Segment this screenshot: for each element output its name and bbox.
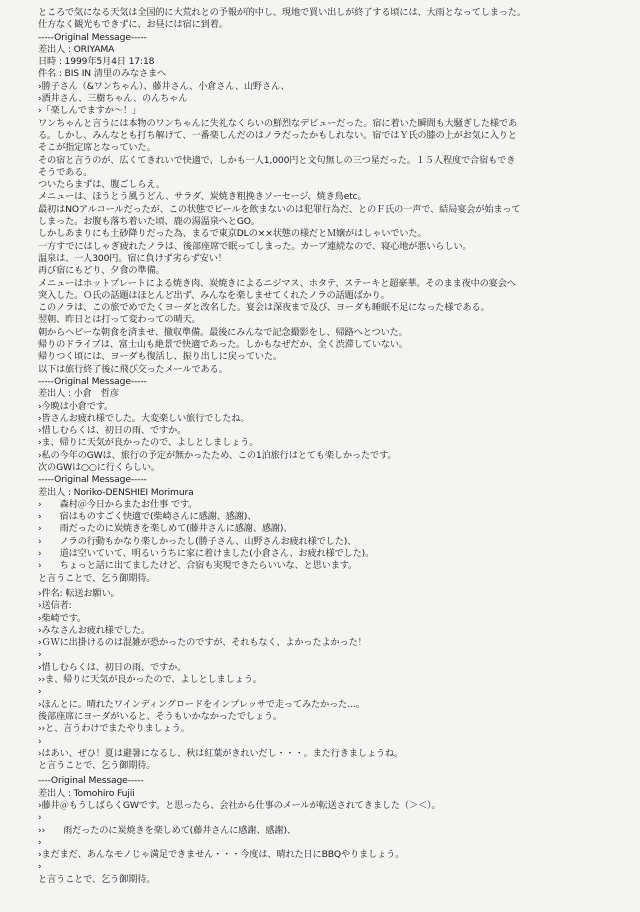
email-sender: 差出人 : Tomohiro Fujii [38,787,135,799]
quoted-line: ›ほんとに。晴れたワインディングロードをインプレッサで走ってみたかった…。 [38,698,366,710]
text-line: 温泉は、一人300円。宿に負けず劣らず安い！ [38,252,227,264]
quoted-line: ›柴崎です。 [38,612,86,624]
email-separator: -----Original Message----- [38,474,147,486]
text-line: と言うことで、乞う御期待。 [38,572,156,584]
quoted-line: › [38,861,42,873]
quoted-line: › [38,836,42,848]
text-line: ついたらまずは、腹ごしらえ。 [38,179,166,191]
text-line: 仕方なく観光もできずに、お昼には宿に到着。 [38,19,228,31]
email-separator: -----Original Message----- [38,375,147,387]
email-sender: 差出人 : ORIYAMA [38,43,115,55]
email-separator: ----Original Message----- [38,775,144,787]
text-line: 次のGWは○○に行くらしい。 [38,461,161,473]
quoted-line: ›「楽しんでますか～！」 [38,105,141,117]
text-line: そうである。 [38,166,93,178]
quoted-line: ›惜しむらくは、初日の雨、ですか。 [38,661,187,673]
quoted-line: ›まだまだ、あんなモノじゃ満足できません・・・今度は、晴れた日にBBQやりましょう。 [38,849,405,861]
text-line: る。しかし、みんなとも打ち解けて、一番楽しんだのはノラだったかもしれない。宿ではＹ氏の膝の上がお気に入りと [38,129,517,141]
email-sender: 差出人 : 小倉 哲彦 [38,388,119,400]
quoted-line: ›› 雨だったのに炭焼きを楽しめて(藤井さんに感謝、感謝)、 [38,824,296,836]
quoted-line: › 道は空いていて、明るいうちに家に着けました(小倉さん、お疲れ様でした)。 [38,548,375,560]
quoted-line: ›ま、帰りに天気が良かったので、よしとしましょう。 [38,437,259,449]
quoted-line: ›ＧＷに出掛けるのは混雑が恐かったのですが、それもなく、よかったよかった！ [38,637,367,649]
text-line: しかしあまりにも土砂降りだった為、まるで東京DLの××状態の様だとＭ嬢がはしゃいでいた。 [38,228,427,240]
document-body [38,7,620,886]
quoted-line: ›私の今年のGWは、旅行の予定が無かったため、この1泊旅行はとても楽しかったです。 [38,449,397,461]
quoted-line: › [38,812,42,824]
text-line: そこが指定席となっていた。 [38,142,156,154]
quoted-line: › [38,735,42,747]
quoted-line: › 森村＠今日からまたお仕事 です。 [38,498,198,510]
text-line: 朝からヘビーな朝食を済ませ、撤収準備。最後にみんなで記念撮影をし、帰路へとついた。 [38,326,408,338]
text-line: 突入した。Ｏ氏の話題はほとんど出ず、みんなを楽しませてくれたノラの話題ばかり。 [38,289,390,301]
text-line: しまった。お腹も落ち着いた頃、鹿の湯温泉へとGO。 [38,216,260,228]
email-sender: 差出人 : Noriko-DENSHIEI Morimura [38,486,194,498]
quoted-line: › [38,686,42,698]
text-line: ワンちゃんと言うには本物のワンちゃんに失礼なくらいの鮮烈なデビューだった。宿に着いた瞬間も大騒ぎした様であ [38,117,517,129]
text-line: と言うことで、乞う御期待。 [38,873,156,885]
quoted-line: ›件名: 転送お願い。 [38,587,120,599]
quoted-line: ›惜しむらくは、初日の雨、ですか。 [38,425,187,437]
text-line: メニューはホットプレートによる焼き肉、炭焼きによるニジマス、ホタテ、ステーキと超豪華。そのまま夜中の宴会へ [38,277,516,289]
quoted-line: ›はあい、ぜひ！夏は避暑になるし、秋は紅葉がきれいだし・・・。また行きましょうね。 [38,747,404,759]
quoted-line: › ノラの行動もかなり楽しかったし(勝子さん、山野さんお疲れ様でした)、 [38,535,357,547]
quoted-line: ›酒井さん、三樹ちゃん、のんちゃん [38,93,188,105]
quoted-line: ›みなさんお疲れ様でした。 [38,624,150,636]
text-line: このノラは、この旅でめでたくヨーダと改名した。宴会は深夜まで及び、ヨーダも睡眠不足になった様である。 [38,302,490,314]
text-line: 再び宿にもどり、夕食の準備。 [38,265,165,277]
email-date: 日時 : 1999年5月4日 17:18 [38,56,155,68]
text-line: 以下は旅行終了後に飛び交ったメールである。 [38,363,228,375]
text-line: ところで気になる天気は全国的に大荒れとの予報が的中し、現地で買い出しが終了する頃には、大雨となってしまった。 [38,7,526,18]
quoted-line: ›勝子さん（&ワンちゃん）、藤井さん、小倉さん、山野さん、 [38,80,290,92]
email-separator: -----Original Message----- [38,31,147,43]
text-line: 一方すでにはしゃぎ疲れたノラは、後部座席で眠ってしまった。カーブ連続なので、寝心地が悪いらしい。 [38,240,472,252]
quoted-line: ›今晩は小倉です。 [38,400,114,412]
text-line: 帰りつく頃には、ヨーダも復活し、振り出しに戻っていた。 [38,351,283,363]
text-line: 翌朝、昨日とは打って変わっての晴天。 [38,314,201,326]
text-line: 後部座席にヨーダがいると、そうもいかなかったでしょう。 [38,710,283,722]
quoted-line: › [38,649,42,661]
text-line: 帰りのドライブは、富士山も絶景で快適であった。しかもなぜだか、全く渋滞していない。 [38,339,408,351]
text-line: と言うことで、乞う御期待。 [38,760,156,772]
quoted-line: ›送信者: [38,600,72,612]
quoted-line: › 雨だったのに炭焼きを楽しめて(藤井さんに感謝、感謝)、 [38,523,293,535]
text-line: その宿と言うのが、広くてきれいで快適で、しかも一人1,000円と文句無しの三つ星だった。１５人程度で合宿もでき [38,154,516,166]
text-line: 最初はNOアルコールだったが、この状態でビールを飲まないのは犯罪行為だ、とのＦ氏の一声で、結局宴会が始まって [38,203,521,215]
quoted-line: › ちょっと話に出てましたけど、合宿も実現できたらいいな、と思います。 [38,560,358,572]
quoted-line: ›藤井＠もうしばらくGWです。と思ったら、会社から仕事のメールが転送されてきました（＞＜）。 [38,800,441,811]
email-subject: 件名 : BIS IN 清里のみなさまへ [38,68,167,80]
text-line: メニューは、ほうとう風うどん、サラダ、炭焼き粗挽きソーセージ、焼き鳥etc。 [38,191,367,203]
quoted-line: ›皆さんお疲れ様でした。大変楽しい旅行でしたね。 [38,412,250,424]
quoted-line: › 宿はものすごく快適で(柴崎さんに感謝、感謝)、 [38,511,257,523]
quoted-line: ››と、言うわけでまたやりましょう。 [38,723,190,735]
quoted-line: ››ま、帰りに天気が良かったので、よしとしましょう。 [38,674,262,686]
